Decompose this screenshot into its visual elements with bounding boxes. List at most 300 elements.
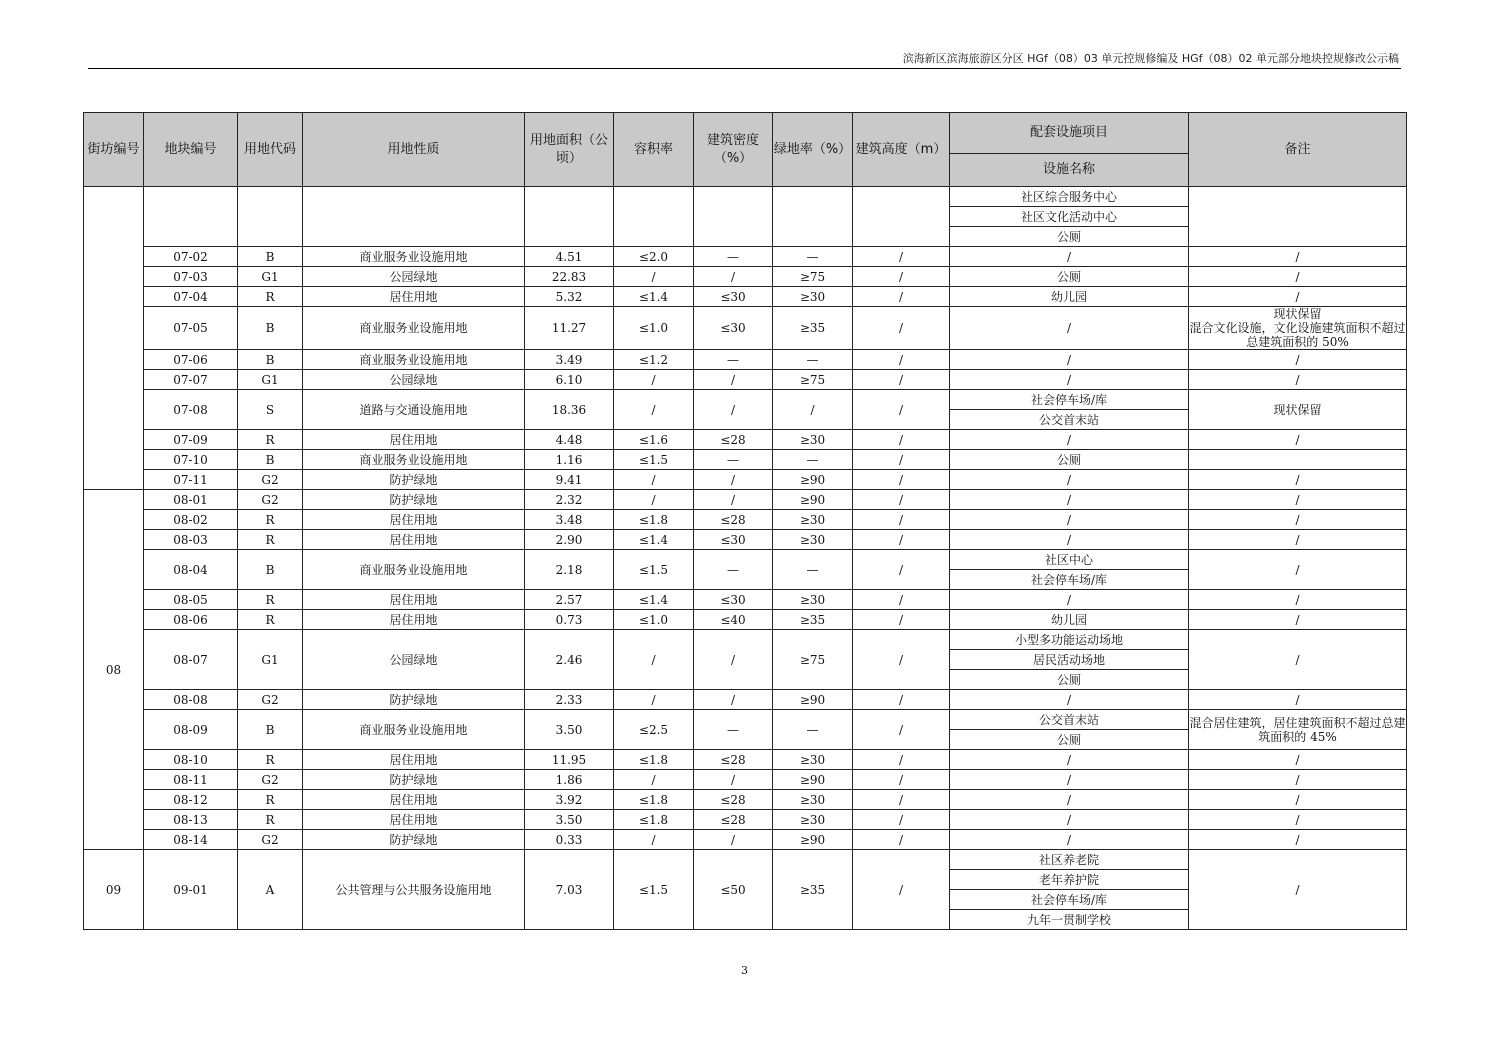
plot-cell: 08-13 bbox=[144, 810, 238, 830]
nature-cell: 居住用地 bbox=[303, 287, 525, 307]
area-cell: 11.27 bbox=[525, 307, 614, 350]
area-cell: 5.32 bbox=[525, 287, 614, 307]
nature-cell: 公园绿地 bbox=[303, 370, 525, 390]
density-cell bbox=[694, 187, 773, 247]
green-cell: ≥90 bbox=[773, 830, 853, 850]
plot-cell: 07-02 bbox=[144, 247, 238, 267]
plot-cell: 07-04 bbox=[144, 287, 238, 307]
nature-cell: 商业服务业设施用地 bbox=[303, 350, 525, 370]
plot-cell: 07-05 bbox=[144, 307, 238, 350]
facility-name-cell: / bbox=[950, 830, 1189, 850]
table-header bbox=[84, 113, 1407, 187]
density-cell: — bbox=[694, 247, 773, 267]
col-header-height: 建筑高度（m） bbox=[853, 113, 950, 187]
plot-cell: 07-06 bbox=[144, 350, 238, 370]
code-cell: A bbox=[238, 850, 303, 930]
far-cell: ≤1.8 bbox=[614, 790, 694, 810]
remark-cell: / bbox=[1189, 690, 1407, 710]
nature-cell: 道路与交通设施用地 bbox=[303, 390, 525, 430]
remark-cell bbox=[1189, 450, 1407, 470]
green-cell: ≥35 bbox=[773, 307, 853, 350]
far-cell: ≤1.8 bbox=[614, 810, 694, 830]
area-cell: 3.50 bbox=[525, 810, 614, 830]
density-cell: — bbox=[694, 550, 773, 590]
height-cell: / bbox=[853, 370, 950, 390]
remark-cell: / bbox=[1189, 430, 1407, 450]
facility-name-cell: / bbox=[950, 810, 1189, 830]
page-number: 3 bbox=[741, 964, 748, 977]
facility-name-cell: 公厕 bbox=[950, 670, 1189, 690]
green-cell: ≥90 bbox=[773, 690, 853, 710]
density-cell: ≤40 bbox=[694, 610, 773, 630]
nature-cell: 防护绿地 bbox=[303, 690, 525, 710]
height-cell: / bbox=[853, 710, 950, 750]
col-header-plot: 地块编号 bbox=[144, 113, 238, 187]
plot-cell: 08-08 bbox=[144, 690, 238, 710]
area-cell: 4.51 bbox=[525, 247, 614, 267]
far-cell: ≤1.2 bbox=[614, 350, 694, 370]
far-cell: ≤1.8 bbox=[614, 510, 694, 530]
green-cell: ≥30 bbox=[773, 810, 853, 830]
code-cell: B bbox=[238, 710, 303, 750]
green-cell: ≥35 bbox=[773, 850, 853, 930]
remark-cell: / bbox=[1189, 810, 1407, 830]
table-row bbox=[84, 450, 1407, 470]
facility-name-cell: 社区文化活动中心 bbox=[950, 207, 1189, 227]
density-cell: ≤50 bbox=[694, 850, 773, 930]
table-row bbox=[84, 750, 1407, 770]
area-cell: 2.57 bbox=[525, 590, 614, 610]
facility-name-cell: / bbox=[950, 510, 1189, 530]
height-cell: / bbox=[853, 267, 950, 287]
density-cell: / bbox=[694, 630, 773, 690]
height-cell: / bbox=[853, 550, 950, 590]
table-row bbox=[84, 610, 1407, 630]
table-row bbox=[84, 287, 1407, 307]
far-cell: ≤1.4 bbox=[614, 530, 694, 550]
far-cell: ≤1.0 bbox=[614, 610, 694, 630]
plot-cell bbox=[144, 187, 238, 247]
density-cell: ≤28 bbox=[694, 790, 773, 810]
remark-cell: / bbox=[1189, 370, 1407, 390]
green-cell: ≥30 bbox=[773, 590, 853, 610]
density-cell: / bbox=[694, 830, 773, 850]
table-row bbox=[84, 690, 1407, 710]
nature-cell: 居住用地 bbox=[303, 590, 525, 610]
remark-cell: / bbox=[1189, 610, 1407, 630]
nature-cell: 居住用地 bbox=[303, 430, 525, 450]
plot-cell: 08-09 bbox=[144, 710, 238, 750]
col-header-far: 容积率 bbox=[614, 113, 694, 187]
green-cell: ≥30 bbox=[773, 530, 853, 550]
facility-name-cell: / bbox=[950, 590, 1189, 610]
facility-name-cell: / bbox=[950, 770, 1189, 790]
nature-cell: 商业服务业设施用地 bbox=[303, 247, 525, 267]
green-cell: ≥90 bbox=[773, 490, 853, 510]
nature-cell: 公共管理与公共服务设施用地 bbox=[303, 850, 525, 930]
density-cell: — bbox=[694, 450, 773, 470]
facility-name-cell: 社区综合服务中心 bbox=[950, 187, 1189, 207]
table-row bbox=[84, 830, 1407, 850]
code-cell: R bbox=[238, 510, 303, 530]
density-cell: — bbox=[694, 350, 773, 370]
code-cell: R bbox=[238, 530, 303, 550]
code-cell: G2 bbox=[238, 490, 303, 510]
far-cell: ≤1.4 bbox=[614, 287, 694, 307]
table-row bbox=[84, 810, 1407, 830]
table-row bbox=[84, 470, 1407, 490]
area-cell: 2.33 bbox=[525, 690, 614, 710]
far-cell: / bbox=[614, 470, 694, 490]
remark-cell: / bbox=[1189, 770, 1407, 790]
area-cell: 2.46 bbox=[525, 630, 614, 690]
green-cell: ≥30 bbox=[773, 790, 853, 810]
code-cell: S bbox=[238, 390, 303, 430]
code-cell: R bbox=[238, 750, 303, 770]
nature-cell: 商业服务业设施用地 bbox=[303, 307, 525, 350]
table-row bbox=[84, 267, 1407, 287]
facility-name-cell: 公厕 bbox=[950, 730, 1189, 750]
far-cell: ≤1.8 bbox=[614, 750, 694, 770]
remark-cell: 现状保留 bbox=[1189, 390, 1407, 430]
code-cell: G1 bbox=[238, 630, 303, 690]
table-body bbox=[84, 187, 1407, 930]
far-cell: / bbox=[614, 370, 694, 390]
remark-cell: / bbox=[1189, 850, 1407, 930]
code-cell: B bbox=[238, 450, 303, 470]
table-row bbox=[84, 390, 1407, 410]
far-cell: / bbox=[614, 390, 694, 430]
plot-cell: 07-08 bbox=[144, 390, 238, 430]
plot-cell: 08-11 bbox=[144, 770, 238, 790]
table-row bbox=[84, 590, 1407, 610]
height-cell: / bbox=[853, 750, 950, 770]
facility-name-cell: 公厕 bbox=[950, 267, 1189, 287]
green-cell: — bbox=[773, 247, 853, 267]
code-cell: R bbox=[238, 790, 303, 810]
facility-name-cell: 居民活动场地 bbox=[950, 650, 1189, 670]
plot-cell: 08-04 bbox=[144, 550, 238, 590]
facility-name-cell: 社会停车场/库 bbox=[950, 390, 1189, 410]
col-header-nature: 用地性质 bbox=[303, 113, 525, 187]
plot-cell: 08-05 bbox=[144, 590, 238, 610]
height-cell: / bbox=[853, 590, 950, 610]
code-cell: R bbox=[238, 430, 303, 450]
table-row bbox=[84, 550, 1407, 570]
plot-cell: 07-03 bbox=[144, 267, 238, 287]
facility-name-cell: 公交首末站 bbox=[950, 410, 1189, 430]
area-cell: 2.90 bbox=[525, 530, 614, 550]
far-cell: ≤1.4 bbox=[614, 590, 694, 610]
green-cell: ≥75 bbox=[773, 630, 853, 690]
green-cell: ≥90 bbox=[773, 470, 853, 490]
header-divider bbox=[88, 68, 1401, 69]
green-cell: — bbox=[773, 450, 853, 470]
far-cell: / bbox=[614, 690, 694, 710]
facility-name-cell: 幼儿园 bbox=[950, 610, 1189, 630]
table-row bbox=[84, 247, 1407, 267]
plot-cell: 08-01 bbox=[144, 490, 238, 510]
page-header-title: 滨海新区滨海旅游区分区 HGf（08）03 单元控规修编及 HGf（08）02 单元部分地块控规修改公示稿 bbox=[902, 52, 1399, 65]
height-cell: / bbox=[853, 610, 950, 630]
plot-cell: 07-09 bbox=[144, 430, 238, 450]
nature-cell: 防护绿地 bbox=[303, 830, 525, 850]
height-cell: / bbox=[853, 430, 950, 450]
col-header-code: 用地代码 bbox=[238, 113, 303, 187]
green-cell: — bbox=[773, 550, 853, 590]
density-cell: / bbox=[694, 267, 773, 287]
nature-cell: 公园绿地 bbox=[303, 267, 525, 287]
height-cell: / bbox=[853, 287, 950, 307]
facility-name-cell: 社会停车场/库 bbox=[950, 570, 1189, 590]
remark-cell: / bbox=[1189, 267, 1407, 287]
table-row bbox=[84, 350, 1407, 370]
nature-cell: 商业服务业设施用地 bbox=[303, 450, 525, 470]
height-cell: / bbox=[853, 470, 950, 490]
remark-cell: / bbox=[1189, 630, 1407, 690]
plot-cell: 08-07 bbox=[144, 630, 238, 690]
nature-cell: 居住用地 bbox=[303, 750, 525, 770]
density-cell: ≤28 bbox=[694, 750, 773, 770]
area-cell: 0.73 bbox=[525, 610, 614, 630]
nature-cell: 居住用地 bbox=[303, 810, 525, 830]
area-cell: 3.92 bbox=[525, 790, 614, 810]
height-cell bbox=[853, 187, 950, 247]
table-row bbox=[84, 187, 1407, 207]
far-cell: ≤1.5 bbox=[614, 450, 694, 470]
facility-name-cell: / bbox=[950, 307, 1189, 350]
density-cell: ≤30 bbox=[694, 307, 773, 350]
facility-name-cell: 公交首末站 bbox=[950, 710, 1189, 730]
remark-cell: / bbox=[1189, 790, 1407, 810]
plot-cell: 08-03 bbox=[144, 530, 238, 550]
remark-cell: / bbox=[1189, 470, 1407, 490]
plot-cell: 07-07 bbox=[144, 370, 238, 390]
remark-cell: / bbox=[1189, 287, 1407, 307]
code-cell: B bbox=[238, 350, 303, 370]
facility-name-cell: 社区中心 bbox=[950, 550, 1189, 570]
area-cell: 2.32 bbox=[525, 490, 614, 510]
green-cell: ≥30 bbox=[773, 430, 853, 450]
col-header-block: 街坊编号 bbox=[84, 113, 144, 187]
density-cell: / bbox=[694, 470, 773, 490]
far-cell bbox=[614, 187, 694, 247]
nature-cell: 居住用地 bbox=[303, 610, 525, 630]
height-cell: / bbox=[853, 247, 950, 267]
plot-cell: 08-06 bbox=[144, 610, 238, 630]
col-header-area: 用地面积（公顷） bbox=[525, 113, 614, 187]
facility-name-cell: / bbox=[950, 247, 1189, 267]
table-row bbox=[84, 430, 1407, 450]
facility-name-cell: / bbox=[950, 350, 1189, 370]
far-cell: / bbox=[614, 490, 694, 510]
table-row bbox=[84, 510, 1407, 530]
code-cell: G2 bbox=[238, 690, 303, 710]
green-cell: / bbox=[773, 390, 853, 430]
green-cell: ≥30 bbox=[773, 287, 853, 307]
density-cell: / bbox=[694, 770, 773, 790]
green-cell: ≥30 bbox=[773, 510, 853, 530]
far-cell: ≤1.6 bbox=[614, 430, 694, 450]
code-cell: R bbox=[238, 590, 303, 610]
area-cell: 0.33 bbox=[525, 830, 614, 850]
area-cell: 2.18 bbox=[525, 550, 614, 590]
facility-name-cell: 幼儿园 bbox=[950, 287, 1189, 307]
table-row bbox=[84, 850, 1407, 870]
height-cell: / bbox=[853, 770, 950, 790]
density-cell: ≤28 bbox=[694, 510, 773, 530]
nature-cell: 居住用地 bbox=[303, 790, 525, 810]
green-cell: — bbox=[773, 710, 853, 750]
density-cell: — bbox=[694, 710, 773, 750]
remark-cell: / bbox=[1189, 247, 1407, 267]
code-cell: B bbox=[238, 550, 303, 590]
col-header-facility-name: 设施名称 bbox=[950, 154, 1189, 187]
nature-cell: 居住用地 bbox=[303, 510, 525, 530]
nature-cell: 防护绿地 bbox=[303, 470, 525, 490]
far-cell: / bbox=[614, 830, 694, 850]
height-cell: / bbox=[853, 850, 950, 930]
facility-name-cell: 社会停车场/库 bbox=[950, 890, 1189, 910]
nature-cell bbox=[303, 187, 525, 247]
green-cell: ≥75 bbox=[773, 370, 853, 390]
table-row bbox=[84, 710, 1407, 730]
col-header-facility-group: 配套设施项目 bbox=[950, 113, 1189, 154]
remark-cell: / bbox=[1189, 830, 1407, 850]
code-cell: R bbox=[238, 287, 303, 307]
code-cell: G2 bbox=[238, 470, 303, 490]
height-cell: / bbox=[853, 690, 950, 710]
height-cell: / bbox=[853, 390, 950, 430]
table-row bbox=[84, 490, 1407, 510]
remark-cell: / bbox=[1189, 490, 1407, 510]
facility-name-cell: / bbox=[950, 790, 1189, 810]
table-row bbox=[84, 370, 1407, 390]
col-header-remark: 备注 bbox=[1189, 113, 1407, 187]
area-cell: 6.10 bbox=[525, 370, 614, 390]
facility-name-cell: 公厕 bbox=[950, 227, 1189, 247]
height-cell: / bbox=[853, 810, 950, 830]
nature-cell: 防护绿地 bbox=[303, 490, 525, 510]
height-cell: / bbox=[853, 350, 950, 370]
height-cell: / bbox=[853, 510, 950, 530]
far-cell: / bbox=[614, 267, 694, 287]
facility-name-cell: / bbox=[950, 470, 1189, 490]
area-cell: 9.41 bbox=[525, 470, 614, 490]
nature-cell: 防护绿地 bbox=[303, 770, 525, 790]
code-cell bbox=[238, 187, 303, 247]
height-cell: / bbox=[853, 790, 950, 810]
facility-name-cell: 社区养老院 bbox=[950, 850, 1189, 870]
remark-cell: / bbox=[1189, 530, 1407, 550]
facility-name-cell: / bbox=[950, 490, 1189, 510]
land-use-control-table bbox=[83, 112, 1407, 930]
code-cell: B bbox=[238, 307, 303, 350]
height-cell: / bbox=[853, 830, 950, 850]
remark-cell: / bbox=[1189, 590, 1407, 610]
table-row bbox=[84, 770, 1407, 790]
area-cell: 7.03 bbox=[525, 850, 614, 930]
facility-name-cell: / bbox=[950, 690, 1189, 710]
plot-cell: 08-10 bbox=[144, 750, 238, 770]
block-id-cell: 09 bbox=[84, 850, 144, 930]
height-cell: / bbox=[853, 630, 950, 690]
facility-name-cell: 九年一贯制学校 bbox=[950, 910, 1189, 930]
area-cell: 3.50 bbox=[525, 710, 614, 750]
density-cell: / bbox=[694, 690, 773, 710]
remark-cell: / bbox=[1189, 350, 1407, 370]
green-cell: ≥35 bbox=[773, 610, 853, 630]
area-cell: 22.83 bbox=[525, 267, 614, 287]
area-cell bbox=[525, 187, 614, 247]
code-cell: R bbox=[238, 610, 303, 630]
block-id-cell: 08 bbox=[84, 490, 144, 850]
col-header-green: 绿地率（%） bbox=[773, 113, 853, 187]
remark-cell: 混合居住建筑，居住建筑面积不超过总建筑面积的 45% bbox=[1189, 710, 1407, 750]
nature-cell: 居住用地 bbox=[303, 530, 525, 550]
plot-cell: 07-10 bbox=[144, 450, 238, 470]
facility-name-cell: 老年养护院 bbox=[950, 870, 1189, 890]
remark-cell: / bbox=[1189, 510, 1407, 530]
far-cell: ≤2.0 bbox=[614, 247, 694, 267]
area-cell: 18.36 bbox=[525, 390, 614, 430]
code-cell: G1 bbox=[238, 370, 303, 390]
plot-cell: 08-02 bbox=[144, 510, 238, 530]
table-row bbox=[84, 790, 1407, 810]
far-cell: ≤1.5 bbox=[614, 850, 694, 930]
area-cell: 11.95 bbox=[525, 750, 614, 770]
code-cell: G2 bbox=[238, 830, 303, 850]
code-cell: G1 bbox=[238, 267, 303, 287]
far-cell: ≤2.5 bbox=[614, 710, 694, 750]
density-cell: / bbox=[694, 490, 773, 510]
remark-cell bbox=[1189, 187, 1407, 247]
table-row bbox=[84, 630, 1407, 650]
far-cell: / bbox=[614, 770, 694, 790]
area-cell: 4.48 bbox=[525, 430, 614, 450]
facility-name-cell: 小型多功能运动场地 bbox=[950, 630, 1189, 650]
facility-name-cell: / bbox=[950, 430, 1189, 450]
remark-cell: / bbox=[1189, 750, 1407, 770]
plot-cell: 08-14 bbox=[144, 830, 238, 850]
plot-cell: 07-11 bbox=[144, 470, 238, 490]
height-cell: / bbox=[853, 450, 950, 470]
area-cell: 1.86 bbox=[525, 770, 614, 790]
density-cell: ≤30 bbox=[694, 530, 773, 550]
nature-cell: 商业服务业设施用地 bbox=[303, 710, 525, 750]
green-cell: — bbox=[773, 350, 853, 370]
density-cell: / bbox=[694, 390, 773, 430]
facility-name-cell: / bbox=[950, 750, 1189, 770]
nature-cell: 公园绿地 bbox=[303, 630, 525, 690]
density-cell: ≤30 bbox=[694, 590, 773, 610]
nature-cell: 商业服务业设施用地 bbox=[303, 550, 525, 590]
plot-cell: 08-12 bbox=[144, 790, 238, 810]
area-cell: 3.49 bbox=[525, 350, 614, 370]
far-cell: / bbox=[614, 630, 694, 690]
far-cell: ≤1.0 bbox=[614, 307, 694, 350]
block-id-cell bbox=[84, 187, 144, 490]
facility-name-cell: / bbox=[950, 370, 1189, 390]
height-cell: / bbox=[853, 530, 950, 550]
density-cell: ≤30 bbox=[694, 287, 773, 307]
facility-name-cell: 公厕 bbox=[950, 450, 1189, 470]
green-cell: ≥75 bbox=[773, 267, 853, 287]
area-cell: 3.48 bbox=[525, 510, 614, 530]
code-cell: B bbox=[238, 247, 303, 267]
density-cell: ≤28 bbox=[694, 810, 773, 830]
height-cell: / bbox=[853, 490, 950, 510]
